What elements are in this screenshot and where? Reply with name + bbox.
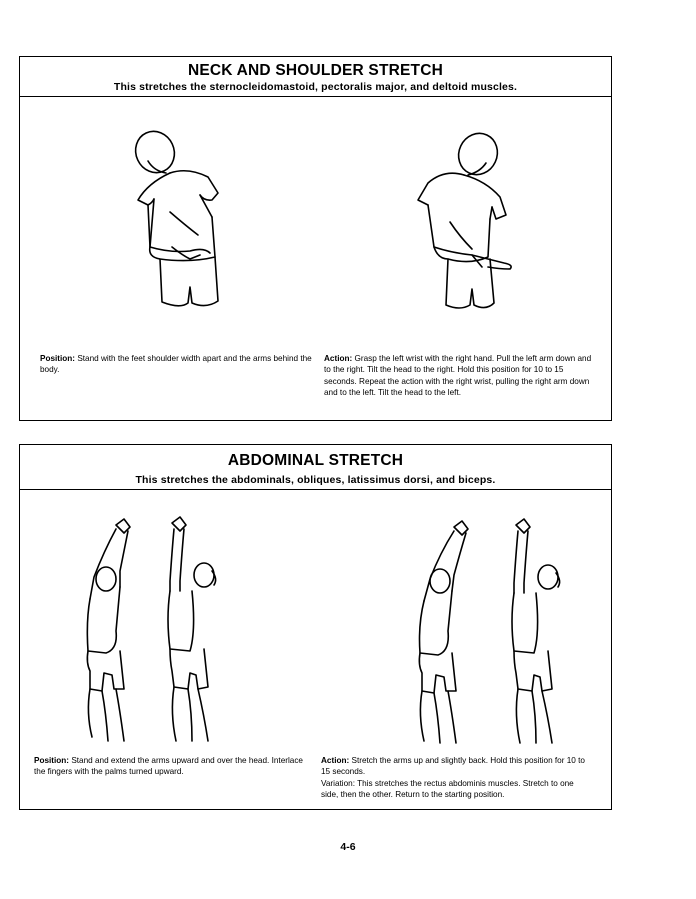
abdominal-stretch-illustrations [20, 491, 611, 751]
variation-label: Variation: [321, 778, 355, 788]
panel-subtitle: This stretches the sternocleidomastoid, pectoralis major, and deltoid muscles. [113, 81, 518, 93]
position-description: Stand with the feet shoulder width apart and the arms behind the body. [40, 354, 312, 375]
figure-neck-stretch-left [129, 125, 218, 306]
panel-subtitle: This stretches the abdominals, obliques, latissimus dorsi, and biceps. [135, 474, 496, 486]
panel-title: NECK AND SHOULDER STRETCH [187, 62, 443, 79]
neck-shoulder-stretch-panel [19, 56, 612, 421]
panel-header [20, 445, 611, 490]
figure-neck-stretch-right [418, 127, 511, 308]
page-number: 4-6 [340, 841, 356, 853]
position-label: Position: [34, 756, 70, 765]
figure-abdominal-stretch-4 [512, 519, 560, 743]
action-text-block [324, 353, 594, 398]
action-text-block [321, 755, 593, 800]
position-description: Stand and extend the arms upward and over the head. Interlace the fingers with the palms turned upward. [34, 756, 303, 777]
position-text-block [40, 353, 315, 376]
action-label: Action: [324, 354, 353, 363]
action-label: Action: [321, 756, 350, 765]
abdominal-stretch-panel [19, 444, 612, 810]
position-label: Position: [40, 354, 76, 363]
action-description: Grasp the left wrist with the right hand. Pull the left arm down and to the right. Tilt the head to the right. Hold this position for 10 to 15 seconds. Repeat the action with the right wrist, pulling the right arm down and to the left. Tilt the head to the left. [324, 354, 592, 397]
action-description: Stretch the arms up and slightly back. Hold this position for 10 to 15 seconds. [321, 756, 585, 777]
figure-abdominal-stretch-1 [87, 519, 130, 741]
position-text-block [34, 755, 314, 778]
panel-title: ABDOMINAL STRETCH [227, 452, 404, 469]
figure-abdominal-stretch-3 [419, 521, 468, 743]
neck-stretch-illustrations [20, 97, 611, 352]
variation-description: This stretches the rectus abdominis muscles. Stretch to one side, then the other. Return to the starting position. [321, 778, 574, 799]
panel-header [20, 57, 611, 97]
figure-abdominal-stretch-2 [168, 517, 216, 741]
